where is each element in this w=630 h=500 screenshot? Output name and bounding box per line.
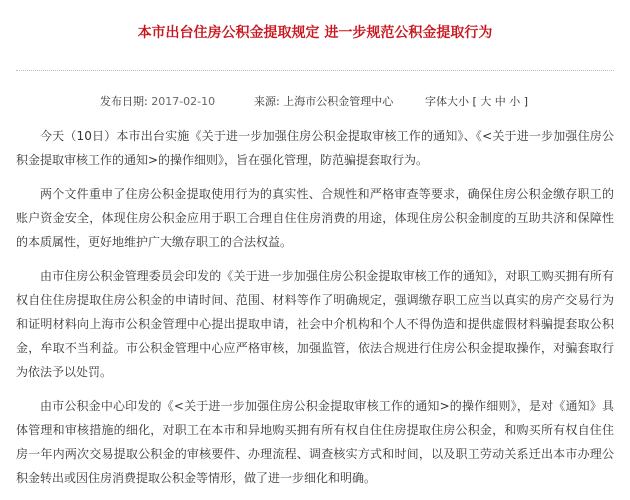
article-paragraph: 由市住房公积金管理委员会印发的《关于进一步加强住房公积金提取审核工作的通知》，对职工购买拥有所有权自住住房提取住房公积金的申请时间、范围、材料等作了明确规定，强调缴存职工应当以真实的房产交易行为和证明材料向上海市公积金管理中心提出提取申请，社会中介机构和个人不得伪造和提供虚假材料骗提套取公积金，牟取不当利益。市公积金管理中心应严格审核，加强监管，依法合规进行住房公积金提取操作，对骗套取行为依法予以处罚。 (16, 269, 614, 379)
title-divider (16, 70, 614, 71)
article-source (254, 93, 393, 109)
font-size-medium-link[interactable]: 中 (494, 95, 506, 108)
publish-date (100, 93, 215, 109)
font-size-label: 字体大小 (425, 95, 469, 108)
article-body (16, 124, 614, 500)
article-paragraph: 两个文件重申了住房公积金提取使用行为的真实性、合规性和严格审查等要求，确保住房公积金缴存职工的账户资金安全，体现住房公积金应用于职工合理自住住房消费的用途，体现住房公积金制度的互助共济和保障性的本质属性，更好地维护广大缴存职工的合法权益。 (16, 187, 614, 249)
article-paragraph: 由市公积金中心印发的《<关于进一步加强住房公积金提取审核工作的通知>的操作细则》，是对《通知》具体管理和审核措施的细化，对职工在本市和异地购买拥有所有权自住住房提取住房公积金，和购买所有权自住住房一年内两次交易提取公积金的审核要件、办理流程、调查核实方式和时间，以及职工劳动关系迁出本市办理公积金转出或因住房消费提取公积金等情形，做了进一步细化和明确。 (16, 399, 614, 485)
font-size-control (425, 93, 528, 109)
article-paragraph: 今天（10日）本市出台实施《关于进一步加强住房公积金提取审核工作的通知》、《<关于进一步加强住房公积金提取审核工作的通知>的操作细则》，旨在强化管理，防范骗提套取行为。 (16, 129, 614, 167)
source-value: 上海市公积金管理中心 (283, 95, 394, 108)
publish-date-value: 2017-02-10 (151, 95, 216, 108)
font-size-bracket-close: ] (523, 95, 529, 108)
font-size-large-link[interactable]: 大 (480, 95, 492, 108)
font-size-bracket-open: [ (472, 95, 477, 108)
publish-date-label: 发布日期: (100, 95, 148, 108)
article-title: 本市出台住房公积金提取规定 进一步规范公积金提取行为 (137, 25, 493, 41)
source-label: 来源: (254, 95, 280, 108)
font-size-small-link[interactable]: 小 (509, 95, 521, 108)
